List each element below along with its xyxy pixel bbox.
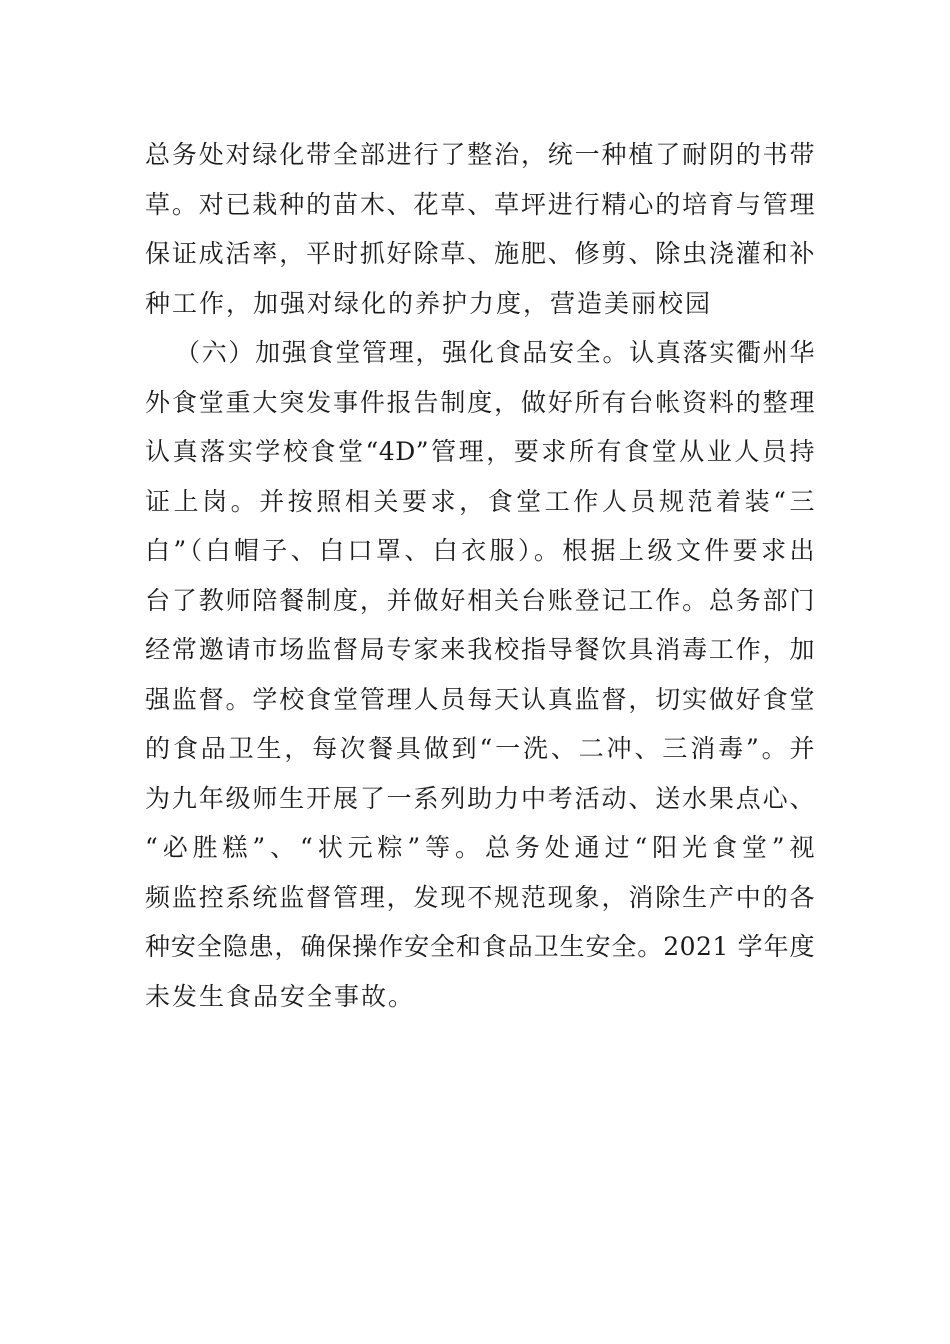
text-line: 保证成活率，平时抓好除草、施肥、修剪、除虫浇灌和补 — [145, 239, 815, 268]
text-line: 未发生食品安全事故。 — [145, 981, 416, 1011]
text-line: “必胜糕”、“状元粽”等。总务处通过“阳光食堂”视 — [145, 833, 815, 862]
text-line: 证上岗。并按照相关要求，食堂工作人员规范着装“三 — [145, 486, 815, 516]
text-line: 总务处对绿化带全部进行了整治，统一种植了耐阴的书带 — [145, 140, 815, 169]
text-line: 种安全隐患，确保操作安全和食品卫生安全。2021 学年度 — [145, 932, 815, 961]
paragraph-greening — [145, 130, 815, 328]
text-line: 频监控系统监督管理，发现不规范现象，消除生产中的各 — [145, 882, 815, 912]
text-line: 认真落实学校食堂“4D”管理，要求所有食堂从业人员持 — [145, 437, 815, 466]
text-line: 的食品卫生，每次餐具做到“一洗、二冲、三消毒”。并 — [145, 734, 815, 763]
text-line: 种工作，加强对绿化的养护力度，营造美丽校园 — [145, 288, 713, 318]
body-text — [145, 130, 815, 1021]
paragraph-canteen-management — [145, 328, 815, 1021]
text-line: （六）加强食堂管理，强化食品安全。认真落实衢州华 — [175, 338, 815, 367]
text-line: 白”（白帽子、白口罩、白衣服）。根据上级文件要求出 — [145, 536, 815, 565]
text-line: 台了教师陪餐制度，并做好相关台账登记工作。总务部门 — [145, 585, 815, 615]
text-line: 经常邀请市场监督局专家来我校指导餐饮具消毒工作，加 — [145, 635, 815, 664]
text-line: 为九年级师生开展了一系列助力中考活动、送水果点心、 — [145, 783, 815, 813]
text-line: 外食堂重大突发事件报告制度，做好所有台帐资料的整理 — [145, 387, 815, 417]
text-line: 强监督。学校食堂管理人员每天认真监督，切实做好食堂 — [145, 684, 815, 714]
text-line: 草。对已栽种的苗木、花草、草坪进行精心的培育与管理 — [145, 189, 815, 219]
